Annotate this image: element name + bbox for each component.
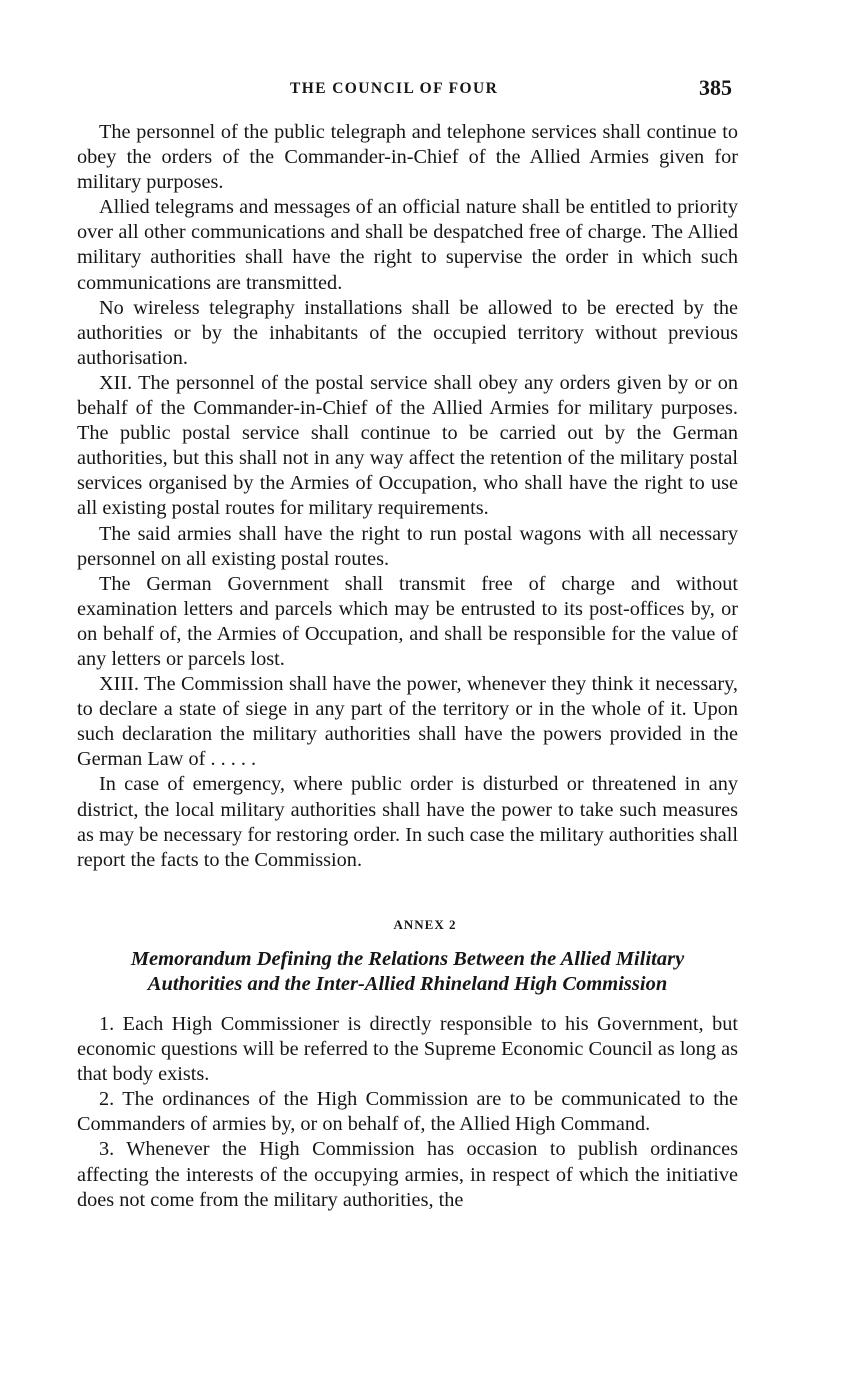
paragraph-allied-telegrams: Allied telegrams and messages of an official nature shall be entitled to priority over all other communications and shall be despatched free of charge. The Allied military authorities shall have the right to supervise the order in which such communications are transmitted. [77,196,738,294]
paragraph-postal-wagons: The said armies shall have the right to run postal wagons with all necessary personnel on all existing postal routes. [77,522,738,570]
memo-paragraph-3: 3. Whenever the High Commission has occasion to publish ordinances affecting the interests of the occupying armies, in respect of which the initiative does not come from the military authorities, the [77,1138,738,1211]
annex-heading: ANNEX 2 [393,917,457,932]
memo-paragraph-2: 2. The ordinances of the High Commission are to be communicated to the Commanders of armies by, or on behalf of, the Allied High Command. [77,1088,738,1136]
paragraph-wireless-telegraphy: No wireless telegraphy installations shall be allowed to be erected by the authorities or by the inhabitants of the occupied territory without previous authorisation. [77,296,738,369]
running-title: THE COUNCIL OF FOUR [290,80,499,97]
body-text [77,120,738,873]
memorandum-title [77,947,738,997]
memorandum-body [77,1012,738,1213]
paragraph-article-xiii: XIII. The Commission shall have the power, whenever they think it necessary, to declare a state of siege in any part of the territory or in the whole of it. Upon such declaration the military authorities shall have the powers provided in the German Law of . . . . . [77,673,738,771]
page-number: 385 [699,75,732,100]
running-head [0,75,850,102]
paragraph-german-government-post: The German Government shall transmit free of charge and without examination letters and parcels which may be entrusted to its post-offices by, or on behalf of, the Armies of Occupation, and shall be responsible for the value of any letters or parcels lost. [77,572,738,670]
paragraph-emergency: In case of emergency, where public order is disturbed or threatened in any district, the local military authorities shall have the power to take such measures as may be necessary for restoring order. In such case the military authorities shall report the facts to the Commission. [77,773,738,871]
paragraph-article-xii: XII. The personnel of the postal service shall obey any orders given by or on behalf of the Commander-in-Chief of the Allied Armies for military purposes. The public postal service shall continue to be carried out by the German authorities, but this shall not in any way affect the retention of the military postal services organised by the Armies of Occupation, who shall have the right to use all existing postal routes for military requirements. [77,371,738,520]
memo-paragraph-1: 1. Each High Commissioner is directly responsible to his Government, but economic questions will be referred to the Supreme Economic Council as long as that body exists. [77,1013,738,1086]
memorandum-title-line-1: Memorandum Defining the Relations Between the Allied Military [130,948,685,970]
paragraph-telegraph-personnel: The personnel of the public telegraph and telephone services shall continue to obey the orders of the Commander-in-Chief of the Allied Armies given for military purposes. [77,121,738,194]
memorandum-title-line-2: Authorities and the Inter-Allied Rhineland High Commission [147,973,668,995]
